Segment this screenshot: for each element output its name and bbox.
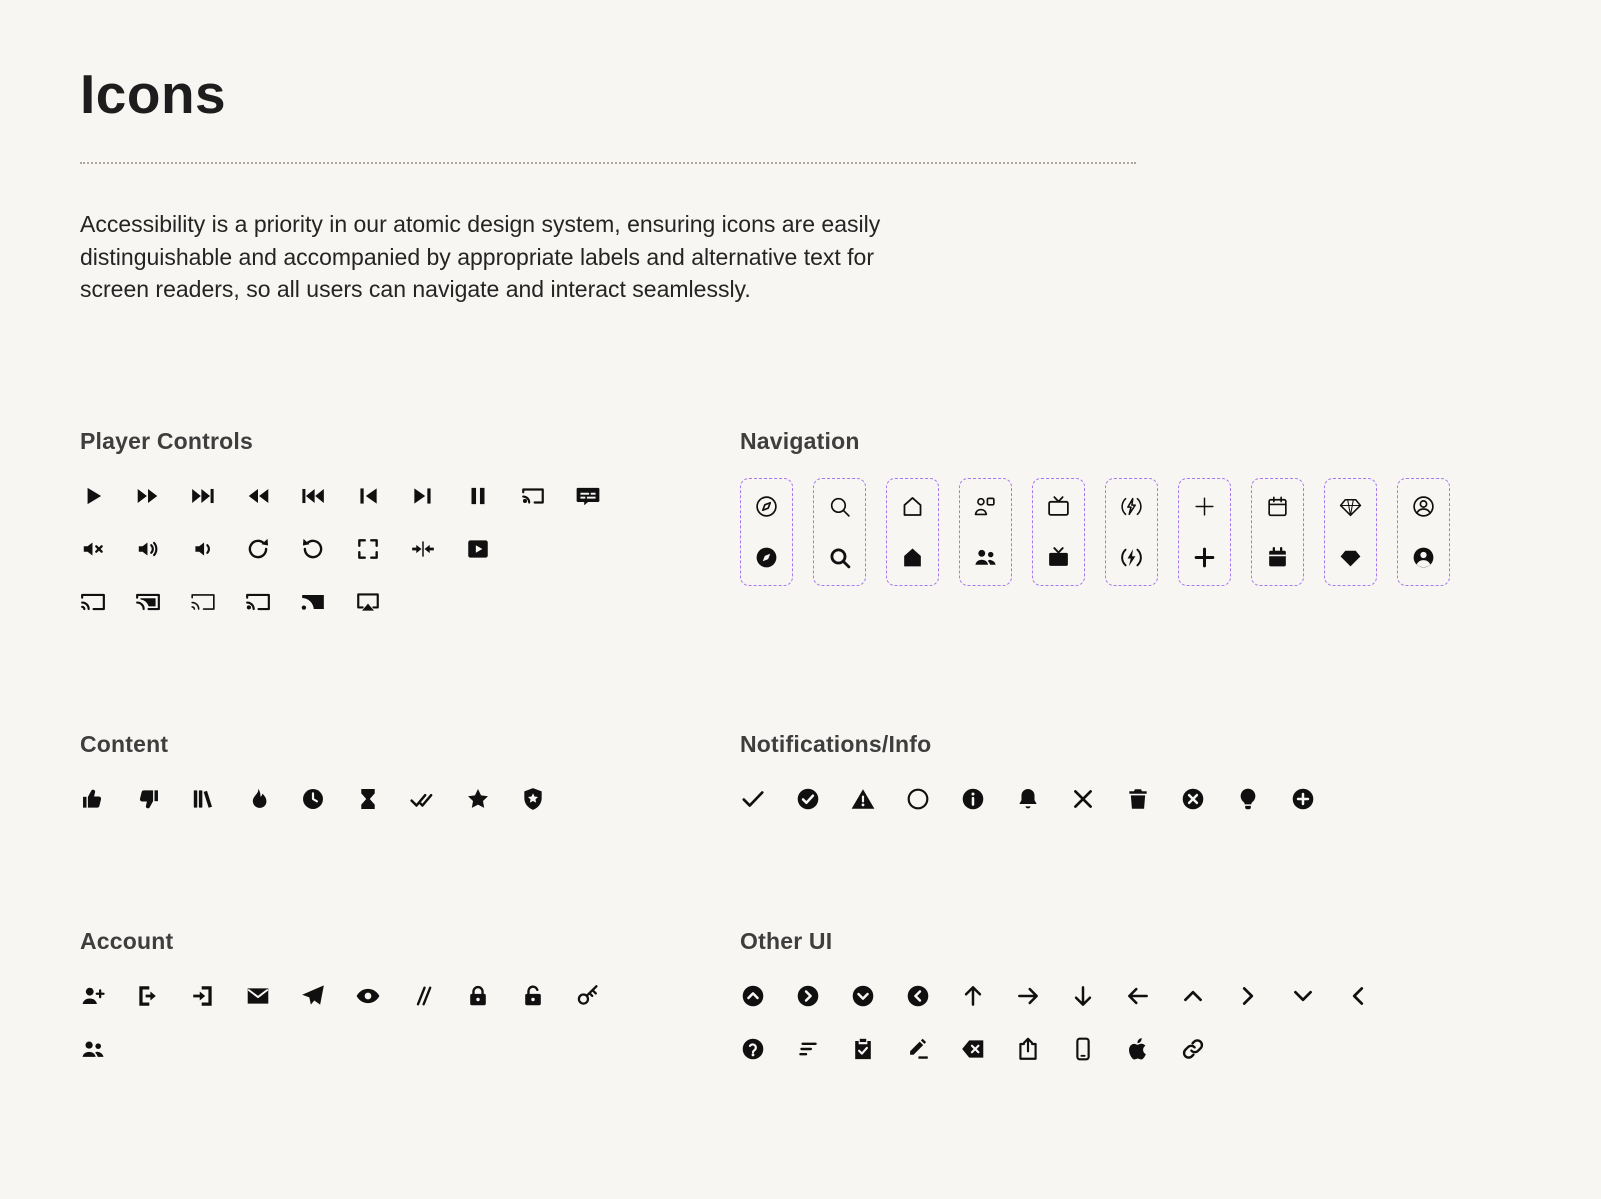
home-filled-icon xyxy=(900,545,925,570)
cast-filled-icon xyxy=(300,589,326,615)
link-icon xyxy=(1180,1036,1206,1062)
player-controls-icons xyxy=(80,483,740,615)
nav-icon-variant-box xyxy=(740,478,793,586)
people-icon xyxy=(80,1036,106,1062)
account-outline-icon xyxy=(1411,494,1436,519)
section-notifications-info xyxy=(740,731,1521,812)
chevron-up-circle-icon xyxy=(740,983,766,1009)
section-other-ui xyxy=(740,928,1521,1062)
diamond-filled-icon xyxy=(1338,545,1363,570)
calendar-outline-icon xyxy=(1265,494,1290,519)
smartphone-icon xyxy=(1070,1036,1096,1062)
group-filled-icon xyxy=(973,545,998,570)
login-icon xyxy=(190,983,216,1009)
section-account xyxy=(80,928,740,1062)
previous-track-icon xyxy=(355,483,381,509)
cast-dot-icon xyxy=(245,589,271,615)
share-icon xyxy=(1015,1036,1041,1062)
navigation-heading: Navigation xyxy=(740,427,860,454)
eye-off-icon xyxy=(410,983,436,1009)
icon-row xyxy=(80,536,740,562)
chevron-down-icon xyxy=(1290,983,1316,1009)
double-check-icon xyxy=(410,786,436,812)
volume-mute-icon xyxy=(80,536,106,562)
nav-icon-variant-box xyxy=(1251,478,1304,586)
circle-icon xyxy=(905,786,931,812)
chevron-right-icon xyxy=(1235,983,1261,1009)
bell-icon xyxy=(1015,786,1041,812)
hourglass-icon xyxy=(355,786,381,812)
live-tv-filled-icon xyxy=(1046,545,1071,570)
plus-circle-icon xyxy=(1290,786,1316,812)
eye-icon xyxy=(355,983,381,1009)
chevron-down-circle-icon xyxy=(850,983,876,1009)
airplay-icon xyxy=(355,589,381,615)
plus-bold-icon xyxy=(1192,545,1217,570)
arrow-right-icon xyxy=(1015,983,1041,1009)
other-ui-icons xyxy=(740,983,1521,1062)
close-icon xyxy=(1070,786,1096,812)
help-circle-icon xyxy=(740,1036,766,1062)
lock-icon xyxy=(465,983,491,1009)
icon-row xyxy=(80,1036,740,1062)
fast-forward-icon xyxy=(135,483,161,509)
group-outline-icon xyxy=(973,494,998,519)
icon-row xyxy=(740,786,1521,812)
search-icon xyxy=(827,494,852,519)
rotate-ccw-icon xyxy=(300,536,326,562)
sections-grid xyxy=(80,428,1521,1062)
subtitles-icon xyxy=(575,483,601,509)
lightbulb-icon xyxy=(1235,786,1261,812)
library-icon xyxy=(190,786,216,812)
volume-high-icon xyxy=(135,536,161,562)
section-player-controls xyxy=(80,428,740,615)
dotted-divider xyxy=(80,162,1136,164)
skip-back-icon xyxy=(300,483,326,509)
info-circle-icon xyxy=(960,786,986,812)
rotate-cw-icon xyxy=(245,536,271,562)
stream-icon xyxy=(520,483,546,509)
fire-icon xyxy=(245,786,271,812)
nav-icon-variant-box xyxy=(886,478,939,586)
arrow-down-icon xyxy=(1070,983,1096,1009)
volume-low-icon xyxy=(190,536,216,562)
icon-row xyxy=(80,983,740,1009)
check-circle-icon xyxy=(795,786,821,812)
trash-icon xyxy=(1125,786,1151,812)
arrow-up-icon xyxy=(960,983,986,1009)
compass-outline-icon xyxy=(754,494,779,519)
cast-thin-icon xyxy=(190,589,216,615)
star-icon xyxy=(465,786,491,812)
mail-icon xyxy=(245,983,271,1009)
navigation-icons xyxy=(740,478,1521,586)
diamond-outline-icon xyxy=(1338,494,1363,519)
play-icon xyxy=(80,483,106,509)
chevron-right-circle-icon xyxy=(795,983,821,1009)
key-icon xyxy=(575,983,601,1009)
person-add-icon xyxy=(80,983,106,1009)
check-icon xyxy=(740,786,766,812)
cast-connected-icon xyxy=(135,589,161,615)
account-filled-icon xyxy=(1411,545,1436,570)
content-heading: Content xyxy=(80,730,169,757)
home-outline-icon xyxy=(900,494,925,519)
x-circle-icon xyxy=(1180,786,1206,812)
arrow-left-icon xyxy=(1125,983,1151,1009)
chevron-left-icon xyxy=(1345,983,1371,1009)
fullscreen-icon xyxy=(355,536,381,562)
next-track-icon xyxy=(410,483,436,509)
nav-icon-variant-box xyxy=(1397,478,1450,586)
star-shield-icon xyxy=(520,786,546,812)
icon-row xyxy=(80,786,740,812)
nav-icon-variant-box xyxy=(1178,478,1231,586)
account-icons xyxy=(80,983,740,1062)
notifications-info-icons xyxy=(740,786,1521,812)
page-description: Accessibility is a priority in our atomic design system, ensuring icons are easily distinguishable and accompanied by appropriate labels and alternative text for screen readers, so all users can navigate and interact seamlessly. xyxy=(80,211,881,303)
clipboard-check-icon xyxy=(850,1036,876,1062)
content-icons xyxy=(80,786,740,812)
nav-icon-variant-box xyxy=(1105,478,1158,586)
rewind-icon xyxy=(245,483,271,509)
play-box-icon xyxy=(465,536,491,562)
cast-icon xyxy=(80,589,106,615)
flash-outline-icon xyxy=(1119,494,1144,519)
pause-icon xyxy=(465,483,491,509)
warning-icon xyxy=(850,786,876,812)
live-tv-outline-icon xyxy=(1046,494,1071,519)
sort-icon xyxy=(795,1036,821,1062)
nav-icon-variant-box xyxy=(1324,478,1377,586)
icon-row xyxy=(80,483,740,509)
nav-icon-variant-box xyxy=(813,478,866,586)
icon-row xyxy=(740,983,1521,1009)
other-ui-heading: Other UI xyxy=(740,927,833,954)
edit-icon xyxy=(905,1036,931,1062)
notifications-info-heading: Notifications/Info xyxy=(740,730,932,757)
chevron-left-circle-icon xyxy=(905,983,931,1009)
nav-icon-variant-box xyxy=(1032,478,1085,586)
section-navigation xyxy=(740,428,1521,615)
icon-row xyxy=(80,589,740,615)
skip-forward-icon xyxy=(190,483,216,509)
compass-filled-icon xyxy=(754,545,779,570)
thumbs-down-icon xyxy=(135,786,161,812)
chevron-up-icon xyxy=(1180,983,1206,1009)
calendar-filled-icon xyxy=(1265,545,1290,570)
search-bold-icon xyxy=(827,545,852,570)
account-heading: Account xyxy=(80,927,174,954)
icon-row xyxy=(740,1036,1521,1062)
send-icon xyxy=(300,983,326,1009)
nav-icon-variant-box xyxy=(959,478,1012,586)
player-controls-heading: Player Controls xyxy=(80,427,253,454)
logout-icon xyxy=(135,983,161,1009)
apple-icon xyxy=(1125,1036,1151,1062)
backspace-icon xyxy=(960,1036,986,1062)
unlock-icon xyxy=(520,983,546,1009)
thumbs-up-icon xyxy=(80,786,106,812)
section-content xyxy=(80,731,740,812)
page-title: Icons xyxy=(80,63,227,125)
plus-icon xyxy=(1192,494,1217,519)
minimize-icon xyxy=(410,536,436,562)
clock-icon xyxy=(300,786,326,812)
flash-filled-icon xyxy=(1119,545,1144,570)
